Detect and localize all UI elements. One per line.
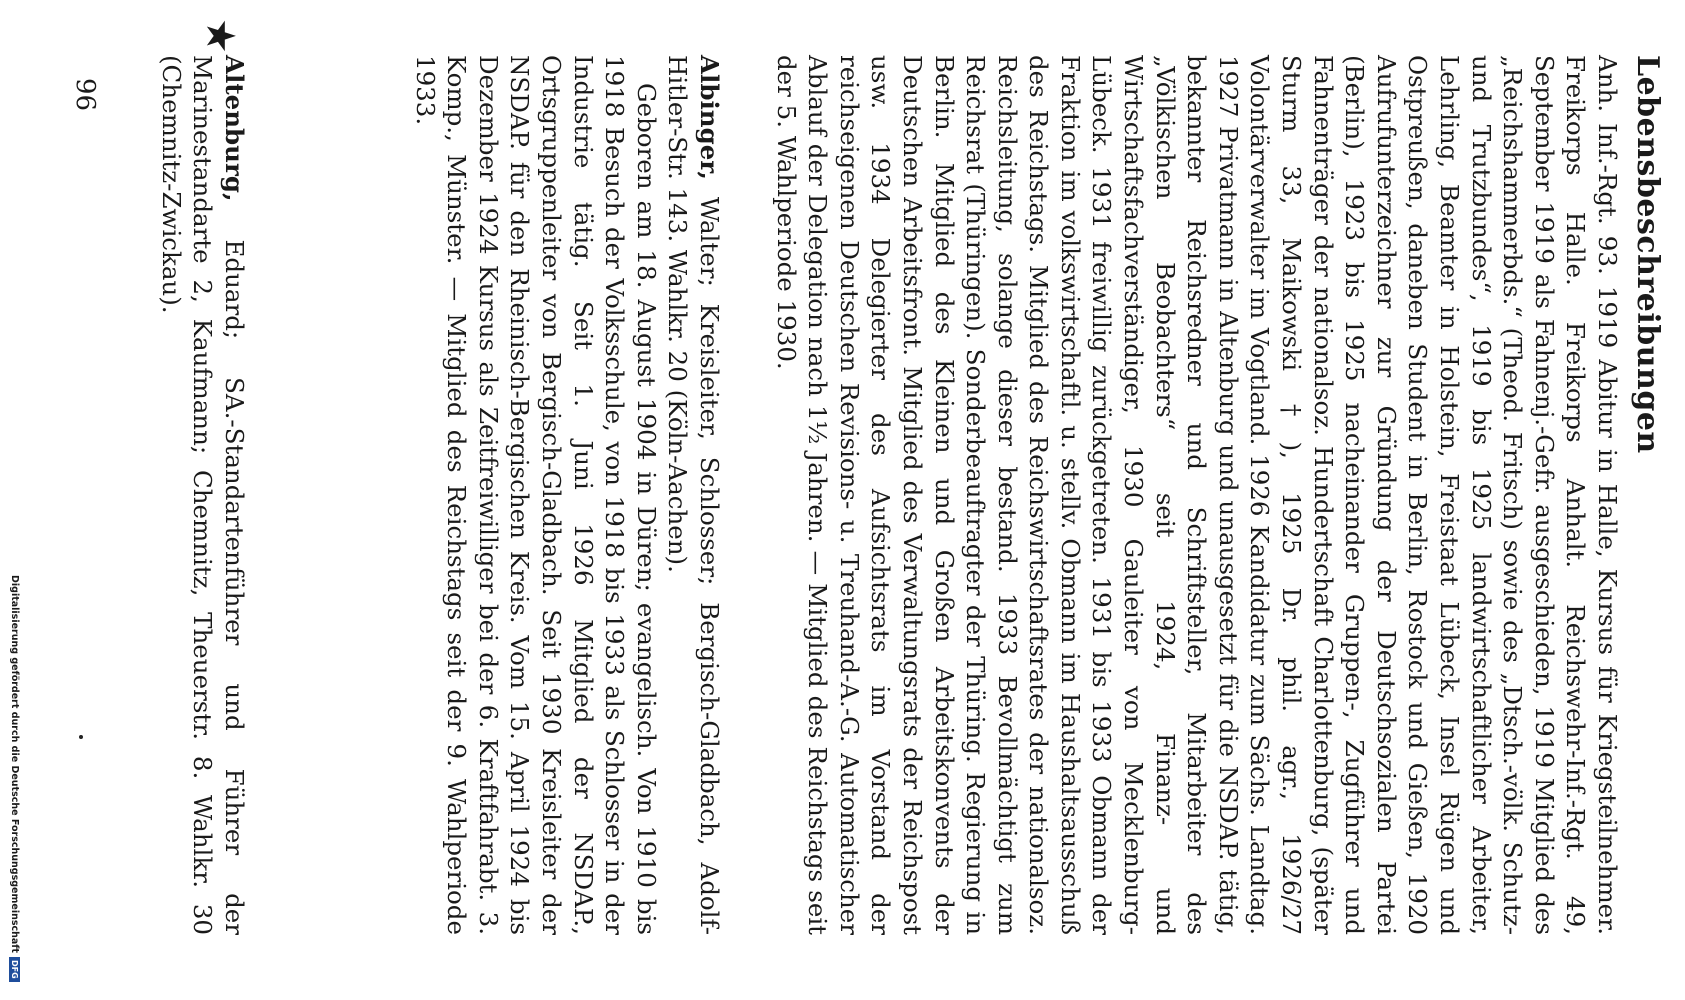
entry-albinger-name: Albinger, — [695, 55, 724, 180]
entry-albinger-heading — [662, 55, 725, 935]
entry-continued-text: Anh. Inf.-Rgt. 93. 1919 Abitur in Halle, Kursus für Kriegsteilnehmer. Freikorps Halle. Freikorps Anhalt. Reichswehr-Inf.-Rgt. 49, September 1919 als Fahnenj.-Gefr. ausgeschieden, 1919 Mitglied des „Reichshammerbds.“ (Theod. Fritsch) sowie des „Dtsch.-völk. Schutz- und Trutzbundes“, 1919 bis 1925 landwirtschaftlicher Arbeiter, Lehrling, Beamter in Holstein, Freistaat Lübeck, Insel Rügen und Ostpreußen, daneben Student in Berlin, Rostock und Gießen, 1920 Aufrufunterzeichner zur Gründung der Deutschsozialen Partei (Berlin), 1923 bis 1925 nacheinander Gruppen-, Zugführer und Fahnenträger der nationalsoz. Hundertschaft Charlottenburg, (später Sturm 33, Maikowski †), 1925 Dr. phil. agr., 1926/27 Volontärverwalter im Vogtland. 1926 Kandidatur zum Sächs. Landtag. 1927 Privatmann in Altenburg und unausgesetzt für die NSDAP. tätig, bekannter Reichsredner und Schriftsteller, Mitarbeiter des „Völkischen Beobachters“ seit 1924, Finanz- und Wirtschaftsfachverständiger, 1930 Gauleiter von Mecklenburg-Lübeck. 1931 freiwillig zurückgetreten. 1931 bis 1933 Obmann der Fraktion im volkswirtschaftl. u. stellv. Obmann im Haushaltsausschuß des Reichstags. Mitglied des Reichswirtschaftsrates der nationalsoz. Reichsleitung, solange dieser bestand. 1933 Bevollmächtigt zum Reichsrat (Thüringen). Sonderbeauftragter der Thüring. Regierung in Berlin. Mitglied des Kleinen und Großen Arbeitskonvents der Deutschen Arbeitsfront. Mitglied des Verwaltungsrats der Reichspost usw. 1934 Delegierter des Aufsichtsrats im Vorstand der reichseigenen Deutschen Revisions- u. Treuhand-A.-G. Automatischer Ablauf der Delegation nach 1½ Jahren. — Mitglied des Reichstags seit der 5. Wahlperiode 1930. — [771, 55, 1622, 935]
running-head: Lebensbeschreibungen — [1630, 55, 1665, 454]
scan-dot — [79, 735, 83, 739]
entry-albinger-body: Geboren am 18. August 1904 in Düren; evangelisch. Von 1910 bis 1918 Besuch der Volksschule, von 1918 bis 1933 als Schlosser in der Industrie tätig. Seit 1. Juni 1926 Mitglied der NSDAP., Ortsgruppenleiter von Bergisch-Gladbach. Seit 1930 Kreisleiter der NSDAP. für den Rheinisch-Bergischen Kreis. Vom 15. April 1924 bis Dezember 1924 Kursus als Zeitfreiwilliger bei der 6. Kraftfahrabt. 3. Komp., Münster. — Mitglied des Reichstags seit der 9. Wahlperiode 1933. — [410, 55, 661, 935]
star-icon: ★ — [197, 18, 243, 54]
entry-altenburg-name: Altenburg, — [220, 55, 249, 202]
entry-continued — [770, 55, 1623, 935]
page-number: 96 — [70, 78, 100, 112]
entry-altenburg-details: Eduard; SA.-Standartenführer und Führer der Marinestandarte 2, Kaufmann; Chemnitz, Theuerstr. 8. Wahlkr. 30 (Chemnitz-Zwickau). — [156, 55, 249, 935]
dfg-logo-icon: DFG — [9, 957, 20, 982]
entry-albinger — [409, 55, 725, 935]
entry-altenburg-heading — [155, 55, 250, 935]
entry-albinger-details: Walter; Kreisleiter, Schlosser; Bergisch-Gladbach, Adolf-Hitler-Str. 143. Wahlkr. 20 (Köln-Aachen). — [663, 55, 724, 935]
dfg-credit-text: Digitalisierung gefördert durch die Deutsche Forschungsgemeinschaft — [9, 575, 20, 953]
entry-altenburg — [155, 55, 250, 935]
dfg-credit — [9, 575, 20, 982]
